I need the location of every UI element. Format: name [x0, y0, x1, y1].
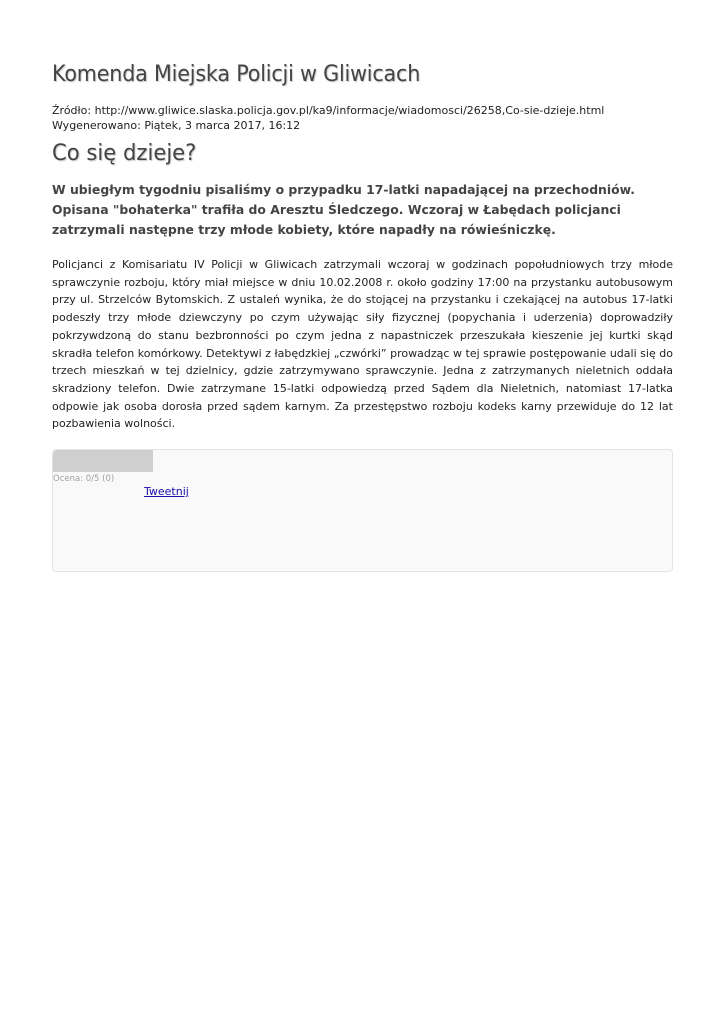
- article-title: Co się dzieje?: [52, 141, 197, 166]
- generated-line: [52, 118, 604, 133]
- source-url: http://www.gliwice.slaska.policja.gov.pl/ka9/informacje/wiadomosci/26258,Co-sie-dzieje.html: [94, 104, 605, 117]
- source-line: [52, 103, 604, 118]
- document-meta: [52, 103, 604, 133]
- article-body: Policjanci z Komisariatu IV Policji w Gliwicach zatrzymali wczoraj w godzinach popołudniowych trzy młode sprawczynie rozboju, który miał miejsce w dniu 10.02.2008 r. około godziny 17:00 na przystanku autobusowym przy ul. Strzelców Bytomskich. Z ustaleń wynika, że do stojącej na przystanku i czekającej na autobus 17-latki podeszły trzy młode dziewczyny po czym używając siły fizycznej (popychania i uderzenia) doprowadziły pokrzywdzoną do stanu bezbronności po czym jedna z napastniczek przeszukała kieszenie jej kurtki skąd skradła telefon komórkowy. Detektywi z łabędzkiej „czwórki” prowadząc w tej sprawie postępowanie udali się do trzech mieszkań w tej dzielnicy, gdzie zatrzymywano sprawczynie. Jedna z zatrzymanych nieletnich oddała skradziony telefon. Dwie zatrzymane 15-latki odpowiedzą przed Sądem dla Nieletnich, natomiast 17-latka odpowie jak osoba dorosła przed sądem karnym. Za przestępstwo rozboju kodeks karny przewiduje do 12 lat pozbawienia wolności.: [52, 258, 673, 431]
- article-lead: W ubiegłym tygodniu pisaliśmy o przypadku 17-latki napadającej na przechodniów. Opisana "bohaterka" trafiła do Aresztu Śledczego. Wczoraj w Łabędach policjanci zatrzymali następne trzy młode kobiety, które napadły na rówieśniczkę.: [52, 182, 636, 237]
- generated-label: Wygenerowano:: [52, 119, 141, 132]
- tweet-link[interactable]: Tweetnij: [144, 485, 189, 498]
- rating-share-box: [52, 449, 673, 572]
- site-title: Komenda Miejska Policji w Gliwicach: [52, 62, 421, 87]
- generated-date: Piątek, 3 marca 2017, 16:12: [144, 119, 301, 132]
- rating-stars-bar[interactable]: [53, 450, 153, 472]
- rating-label: Ocena: 0/5 (0): [53, 474, 115, 484]
- source-label: Źródło:: [52, 104, 92, 117]
